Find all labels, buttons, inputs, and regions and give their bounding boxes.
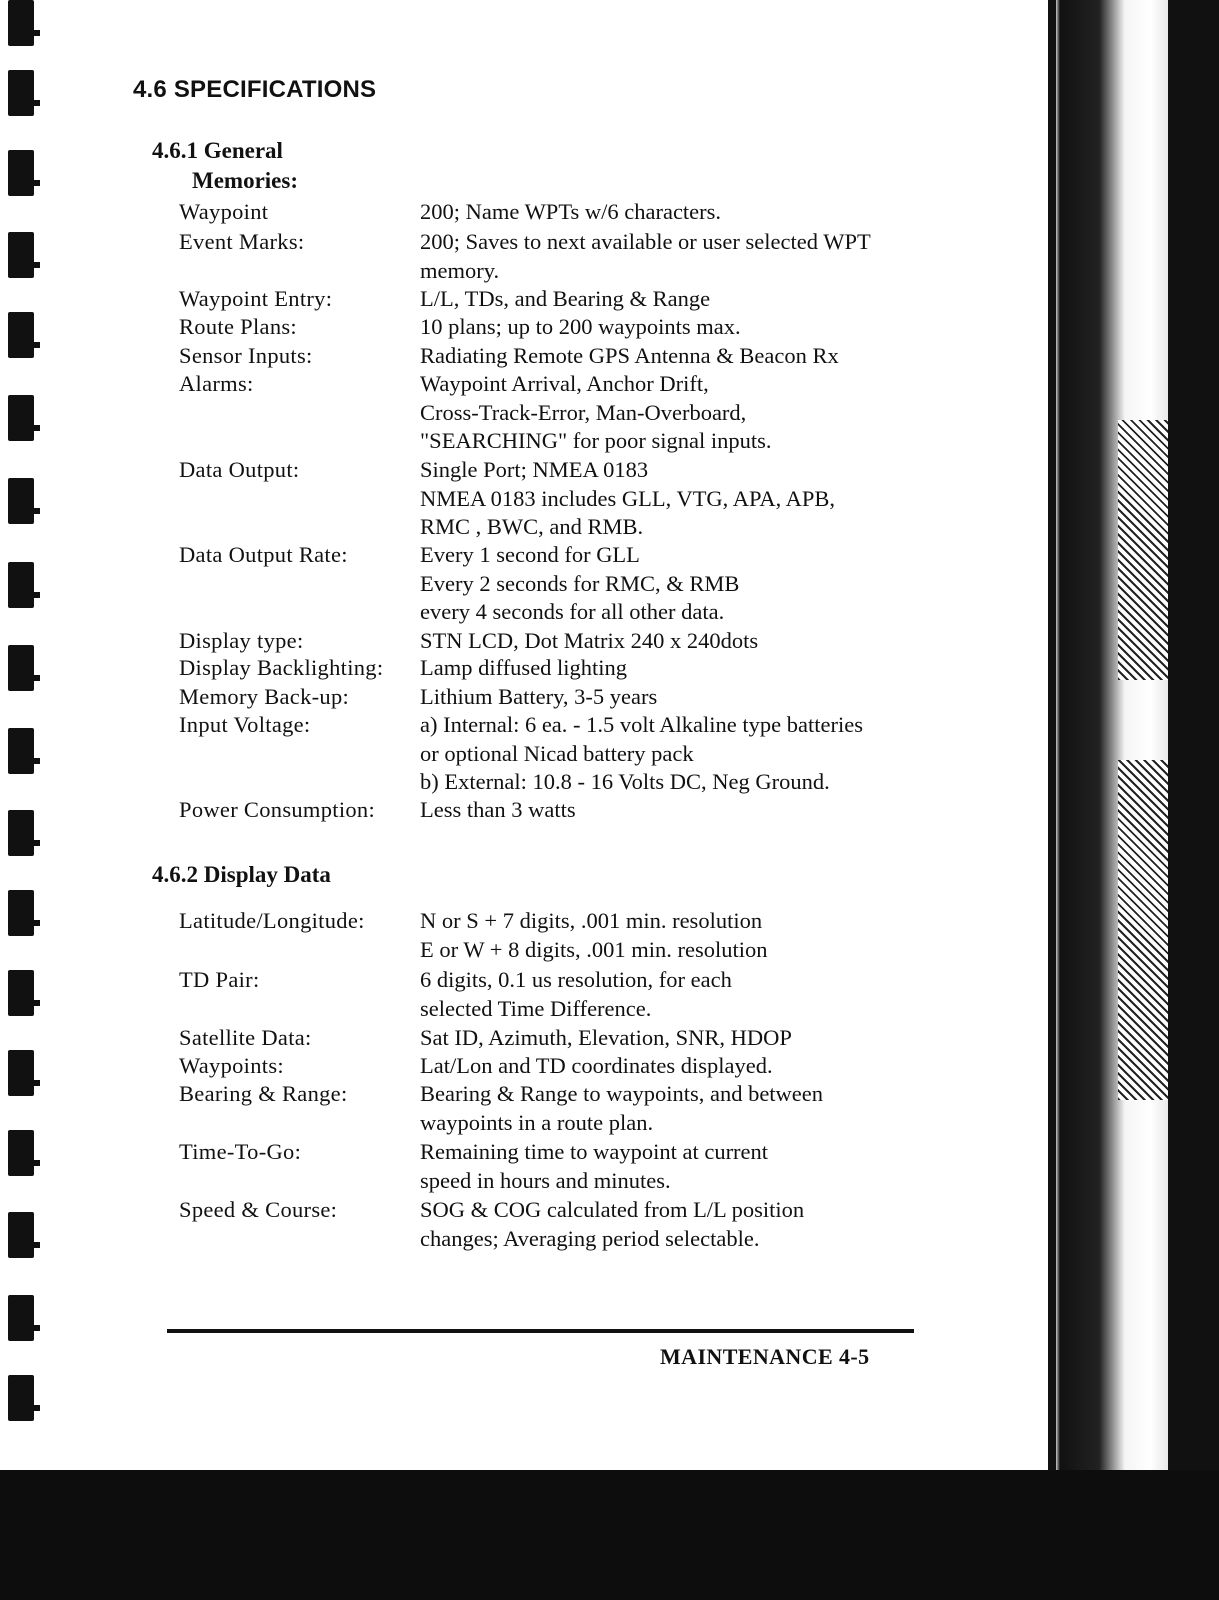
spec-value-line: E or W + 8 digits, .001 min. resolution xyxy=(420,936,768,962)
spec-value xyxy=(420,1024,940,1053)
spec-value-line: Every 1 second for GLL xyxy=(420,542,640,567)
spec-value-line: N or S + 7 digits, .001 min. resolution xyxy=(420,908,763,933)
spec-value-line: RMC , BWC, and RMB. xyxy=(420,514,644,539)
spec-value-line: Bearing & Range to waypoints, and between xyxy=(420,1081,824,1106)
spec-label: Waypoint Entry: xyxy=(179,286,333,311)
spec-value-line: or optional Nicad battery pack xyxy=(420,740,694,766)
page-footer: MAINTENANCE 4-5 xyxy=(660,1344,870,1369)
spec-label: Waypoints: xyxy=(179,1053,284,1078)
spec-label: Speed & Course: xyxy=(179,1197,338,1222)
spec-label: Bearing & Range: xyxy=(179,1081,348,1106)
spec-value-line: a) Internal: 6 ea. - 1.5 volt Alkaline type batteries xyxy=(420,712,863,737)
spec-label: Waypoint xyxy=(179,199,269,224)
spec-label: Event Marks: xyxy=(179,229,305,254)
spec-value-line: Lamp diffused lighting xyxy=(420,655,628,680)
spec-value xyxy=(420,907,940,964)
spec-value xyxy=(420,313,940,342)
spec-value xyxy=(420,966,940,1023)
spec-label: Display type: xyxy=(179,628,304,653)
spec-value-line: Single Port; NMEA 0183 xyxy=(420,457,649,482)
spec-value xyxy=(420,1196,940,1253)
spec-value-line: 200; Saves to next available or user selected WPT xyxy=(420,229,871,254)
spec-value-line: NMEA 0183 includes GLL, VTG, APA, APB, xyxy=(420,485,836,511)
general-heading: 4.6.1 General xyxy=(152,138,283,163)
spec-label: Memory Back-up: xyxy=(179,684,350,709)
spec-value xyxy=(420,1080,940,1137)
spec-value-line: Cross-Track-Error, Man-Overboard, xyxy=(420,399,747,425)
spec-value-line: Sat ID, Azimuth, Elevation, SNR, HDOP xyxy=(420,1025,792,1050)
spec-value-line: every 4 seconds for all other data. xyxy=(420,599,725,624)
spec-value xyxy=(420,1138,940,1195)
spec-label: TD Pair: xyxy=(179,967,260,992)
spec-label: Power Consumption: xyxy=(179,797,376,822)
spec-value xyxy=(420,683,940,712)
spec-label: Data Output: xyxy=(179,457,300,482)
spec-value-line: Lithium Battery, 3-5 years xyxy=(420,684,658,709)
spec-value xyxy=(420,1052,940,1081)
spec-value-line: Every 2 seconds for RMC, & RMB xyxy=(420,570,740,596)
memories-heading: Memories: xyxy=(192,168,298,193)
spec-value-line: 200; Name WPTs w/6 characters. xyxy=(420,199,722,224)
spec-label: Data Output Rate: xyxy=(179,542,348,567)
spec-value-line: "SEARCHING" for poor signal inputs. xyxy=(420,428,772,453)
spec-value-line: Radiating Remote GPS Antenna & Beacon Rx xyxy=(420,343,839,368)
spec-value-line: Remaining time to waypoint at current xyxy=(420,1139,769,1164)
spec-label: Sensor Inputs: xyxy=(179,343,313,368)
spec-value xyxy=(420,654,940,683)
spec-label: Time-To-Go: xyxy=(179,1139,302,1164)
spec-value-line: 10 plans; up to 200 waypoints max. xyxy=(420,314,741,339)
page-bottom-shadow xyxy=(0,1470,1219,1600)
spec-value xyxy=(420,627,940,656)
spec-value-line: L/L, TDs, and Bearing & Range xyxy=(420,286,711,311)
spec-label: Satellite Data: xyxy=(179,1025,312,1050)
spec-label: Input Voltage: xyxy=(179,712,311,737)
page-edge-shadow xyxy=(1048,0,1219,1600)
spec-value xyxy=(420,285,940,314)
spec-value xyxy=(420,541,940,627)
spec-value xyxy=(420,711,940,797)
page-edge-line xyxy=(1048,0,1056,1600)
spec-value xyxy=(420,342,940,371)
spec-value-line: Waypoint Arrival, Anchor Drift, xyxy=(420,371,709,396)
spec-value xyxy=(420,198,940,227)
spec-value-line: Lat/Lon and TD coordinates displayed. xyxy=(420,1053,773,1078)
spec-value-line: Less than 3 watts xyxy=(420,797,576,822)
spec-value-line: selected Time Difference. xyxy=(420,995,652,1021)
spec-value xyxy=(420,456,940,542)
spec-label: Display Backlighting: xyxy=(179,655,384,680)
spec-value xyxy=(420,370,940,456)
section-title: 4.6 SPECIFICATIONS xyxy=(133,76,377,103)
footer-rule xyxy=(167,1329,914,1333)
spec-value xyxy=(420,796,940,825)
display-data-heading: 4.6.2 Display Data xyxy=(152,862,331,887)
page-edge-dark xyxy=(1168,0,1219,1600)
spec-label: Alarms: xyxy=(179,371,254,396)
spec-value-line: 6 digits, 0.1 us resolution, for each xyxy=(420,967,732,992)
spec-value-line: waypoints in a route plan. xyxy=(420,1109,654,1135)
spec-label: Latitude/Longitude: xyxy=(179,908,365,933)
spec-value-line: speed in hours and minutes. xyxy=(420,1167,671,1193)
spec-value-line: SOG & COG calculated from L/L position xyxy=(420,1197,805,1222)
spec-value-line: changes; Averaging period selectable. xyxy=(420,1225,760,1251)
spec-value xyxy=(420,228,940,285)
spec-label: Route Plans: xyxy=(179,314,297,339)
spec-value-line: b) External: 10.8 - 16 Volts DC, Neg Ground. xyxy=(420,769,830,794)
spec-value-line: STN LCD, Dot Matrix 240 x 240dots xyxy=(420,628,759,653)
spec-value-line: memory. xyxy=(420,257,500,283)
